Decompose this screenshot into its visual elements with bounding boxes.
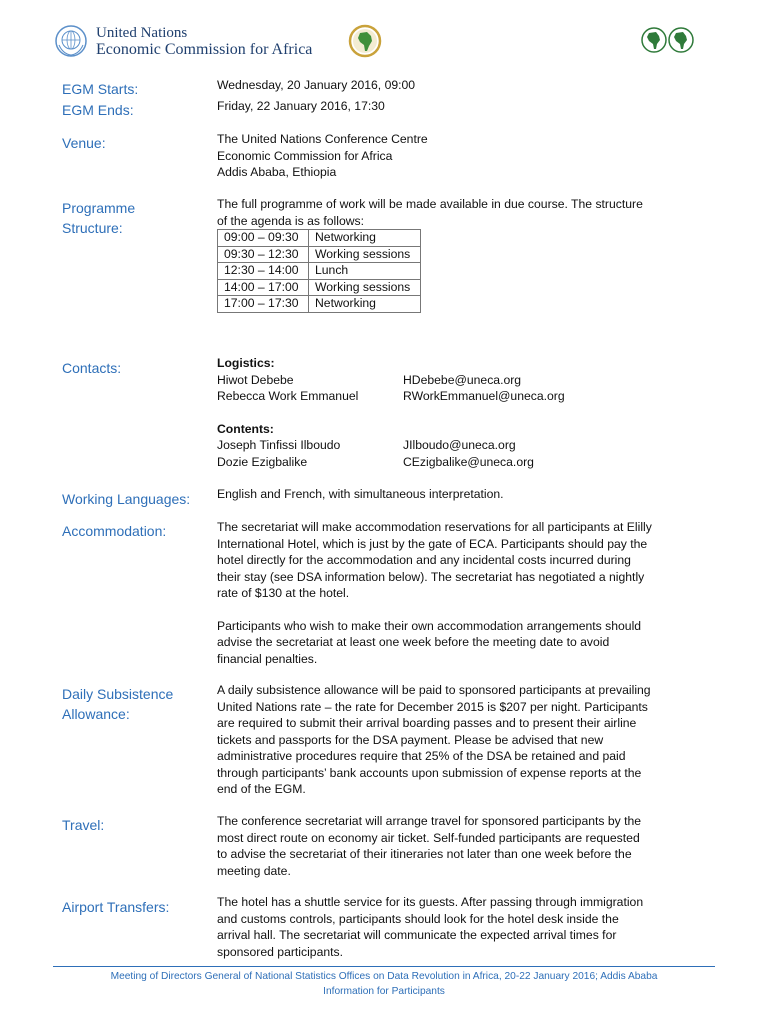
contact-row bbox=[217, 454, 687, 471]
agenda-activity: Lunch bbox=[309, 263, 421, 280]
paragraph-line: their stay (see DSA information below). The secretariat has negotiated a nightly bbox=[217, 569, 645, 584]
languages-value: English and French, with simultaneous interpretation. bbox=[217, 487, 504, 501]
egm-ends-value: Friday, 22 January 2016, 17:30 bbox=[217, 99, 385, 113]
contact-row bbox=[217, 372, 687, 389]
airport-text bbox=[217, 894, 687, 960]
paragraph-line: United Nations rate – the rate for December 2015 is $207 per night. Participants bbox=[217, 699, 648, 714]
paragraph-line: through participants’ bank accounts upon submission of expense reports at the bbox=[217, 765, 642, 780]
paragraph-line: International Hotel, which is just by the gate of ECA. Participants should pay the bbox=[217, 536, 648, 551]
languages-label: Working Languages: bbox=[62, 491, 191, 507]
programme-intro-line: The full programme of work will be made available in due course. The structure bbox=[217, 197, 643, 211]
airport-label: Airport Transfers: bbox=[62, 899, 170, 915]
page-footer bbox=[53, 969, 715, 999]
agenda-table bbox=[217, 229, 421, 313]
agenda-activity: Networking bbox=[309, 230, 421, 247]
agenda-time: 14:00 – 17:00 bbox=[218, 279, 309, 296]
table-row bbox=[218, 279, 421, 296]
paragraph-line: are required to submit their arrival boarding passes and to present their airline bbox=[217, 716, 637, 730]
venue-value bbox=[217, 131, 687, 181]
agenda-activity: Working sessions bbox=[309, 246, 421, 263]
travel-text bbox=[217, 813, 687, 879]
venue-label: Venue: bbox=[62, 135, 106, 151]
paragraph-line: advise the secretariat at least one week before the meeting date to avoid bbox=[217, 635, 610, 649]
page-header bbox=[0, 0, 768, 62]
paragraph-line: The hotel has a shuttle service for its guests. After passing through immigration bbox=[217, 895, 644, 909]
contacts-label: Contacts: bbox=[62, 360, 122, 376]
contact-name: Joseph Tinfissi Ilboudo bbox=[217, 438, 341, 452]
agenda-activity: Working sessions bbox=[309, 279, 421, 296]
dsa-text bbox=[217, 682, 687, 798]
contact-name: Dozie Ezigbalike bbox=[217, 454, 308, 469]
contact-name: Hiwot Debebe bbox=[217, 372, 294, 387]
programme-label-line: Programme bbox=[62, 200, 136, 216]
org-line-2: Economic Commission for Africa bbox=[96, 41, 313, 58]
paragraph-line: rate of $130 at the hotel. bbox=[217, 586, 350, 600]
paragraph-line: A daily subsistence allowance will be paid to sponsored participants at prevailing bbox=[217, 683, 651, 697]
table-row bbox=[218, 246, 421, 263]
table-row bbox=[218, 230, 421, 247]
logistics-heading: Logistics: bbox=[217, 356, 275, 370]
footer-line-1: Meeting of Directors General of National Statistics Offices on Data Revolution in Africa, 20-22 January 2016; Addis Ababa bbox=[110, 971, 658, 982]
un-emblem-icon bbox=[55, 25, 87, 57]
venue-line: Addis Ababa, Ethiopia bbox=[217, 165, 337, 179]
agenda-time: 17:00 – 17:30 bbox=[218, 296, 309, 313]
contact-email[interactable]: JIlboudo@uneca.org bbox=[403, 438, 516, 452]
paragraph-line: Participants who wish to make their own accommodation arrangements should bbox=[217, 618, 642, 633]
org-line-1: United Nations bbox=[96, 25, 188, 41]
paragraph-line: arrival hall. The secretariat will communicate the expected arrival times for bbox=[217, 928, 617, 942]
footer-divider bbox=[53, 966, 715, 967]
contents-heading: Contents: bbox=[217, 421, 274, 436]
contact-email[interactable]: RWorkEmmanuel@uneca.org bbox=[403, 389, 565, 403]
egm-ends-label: EGM Ends: bbox=[62, 102, 134, 118]
paragraph-line: hotel directly for the accommodation and any incidental costs incurred during bbox=[217, 553, 631, 567]
accommodation-label: Accommodation: bbox=[62, 523, 167, 539]
footer-line-2: Information for Participants bbox=[323, 986, 445, 997]
contact-row bbox=[217, 437, 687, 454]
agenda-time: 09:00 – 09:30 bbox=[218, 230, 309, 247]
paragraph-line: tickets and passports for the DSA payment. Please be advised that new bbox=[217, 732, 604, 747]
paragraph-line: The secretariat will make accommodation reservations for all participants at Elilly bbox=[217, 520, 652, 534]
programme-label-line: Structure: bbox=[62, 220, 123, 236]
programme-label bbox=[62, 198, 135, 238]
paragraph-line: end of the EGM. bbox=[217, 782, 306, 796]
egm-starts-label: EGM Starts: bbox=[62, 81, 139, 97]
dsa-label-line: Allowance: bbox=[62, 706, 130, 722]
table-row bbox=[218, 263, 421, 280]
afdb-logo-icon bbox=[640, 26, 696, 54]
contact-email[interactable]: HDebebe@uneca.org bbox=[403, 372, 522, 387]
paragraph-line: financial penalties. bbox=[217, 651, 318, 666]
paragraph-line: meeting date. bbox=[217, 863, 291, 878]
paragraph-line: sponsored participants. bbox=[217, 944, 344, 959]
paragraph-line: The conference secretariat will arrange travel for sponsored participants by the bbox=[217, 814, 642, 828]
contacts-block bbox=[217, 355, 687, 470]
contact-email[interactable]: CEzigbalike@uneca.org bbox=[403, 454, 534, 469]
venue-line: Economic Commission for Africa bbox=[217, 148, 393, 163]
dsa-label bbox=[62, 684, 173, 724]
paragraph-line: most direct route on economy air ticket. Self-funded participants are requested bbox=[217, 830, 640, 845]
travel-label: Travel: bbox=[62, 817, 105, 833]
venue-line: The United Nations Conference Centre bbox=[217, 132, 428, 146]
dsa-label-line: Daily Subsistence bbox=[62, 686, 174, 702]
table-row bbox=[218, 296, 421, 313]
paragraph-line: administrative procedures require that 25% of the DSA be retained and paid bbox=[217, 749, 626, 763]
programme-intro-line: of the agenda is as follows: bbox=[217, 213, 365, 228]
organization-name bbox=[96, 25, 312, 59]
african-union-logo-icon bbox=[347, 24, 383, 58]
contact-row bbox=[217, 388, 687, 405]
egm-starts-value: Wednesday, 20 January 2016, 09:00 bbox=[217, 78, 416, 92]
agenda-time: 09:30 – 12:30 bbox=[218, 246, 309, 263]
accommodation-text bbox=[217, 519, 687, 667]
paragraph-line: to advise the secretariat of their itineraries not later than one week before the bbox=[217, 847, 632, 861]
contact-name: Rebecca Work Emmanuel bbox=[217, 389, 359, 403]
agenda-activity: Networking bbox=[309, 296, 421, 313]
programme-intro bbox=[217, 196, 687, 229]
paragraph-line: and customs controls, participants should look for the hotel desk inside the bbox=[217, 911, 619, 926]
agenda-time: 12:30 – 14:00 bbox=[218, 263, 309, 280]
